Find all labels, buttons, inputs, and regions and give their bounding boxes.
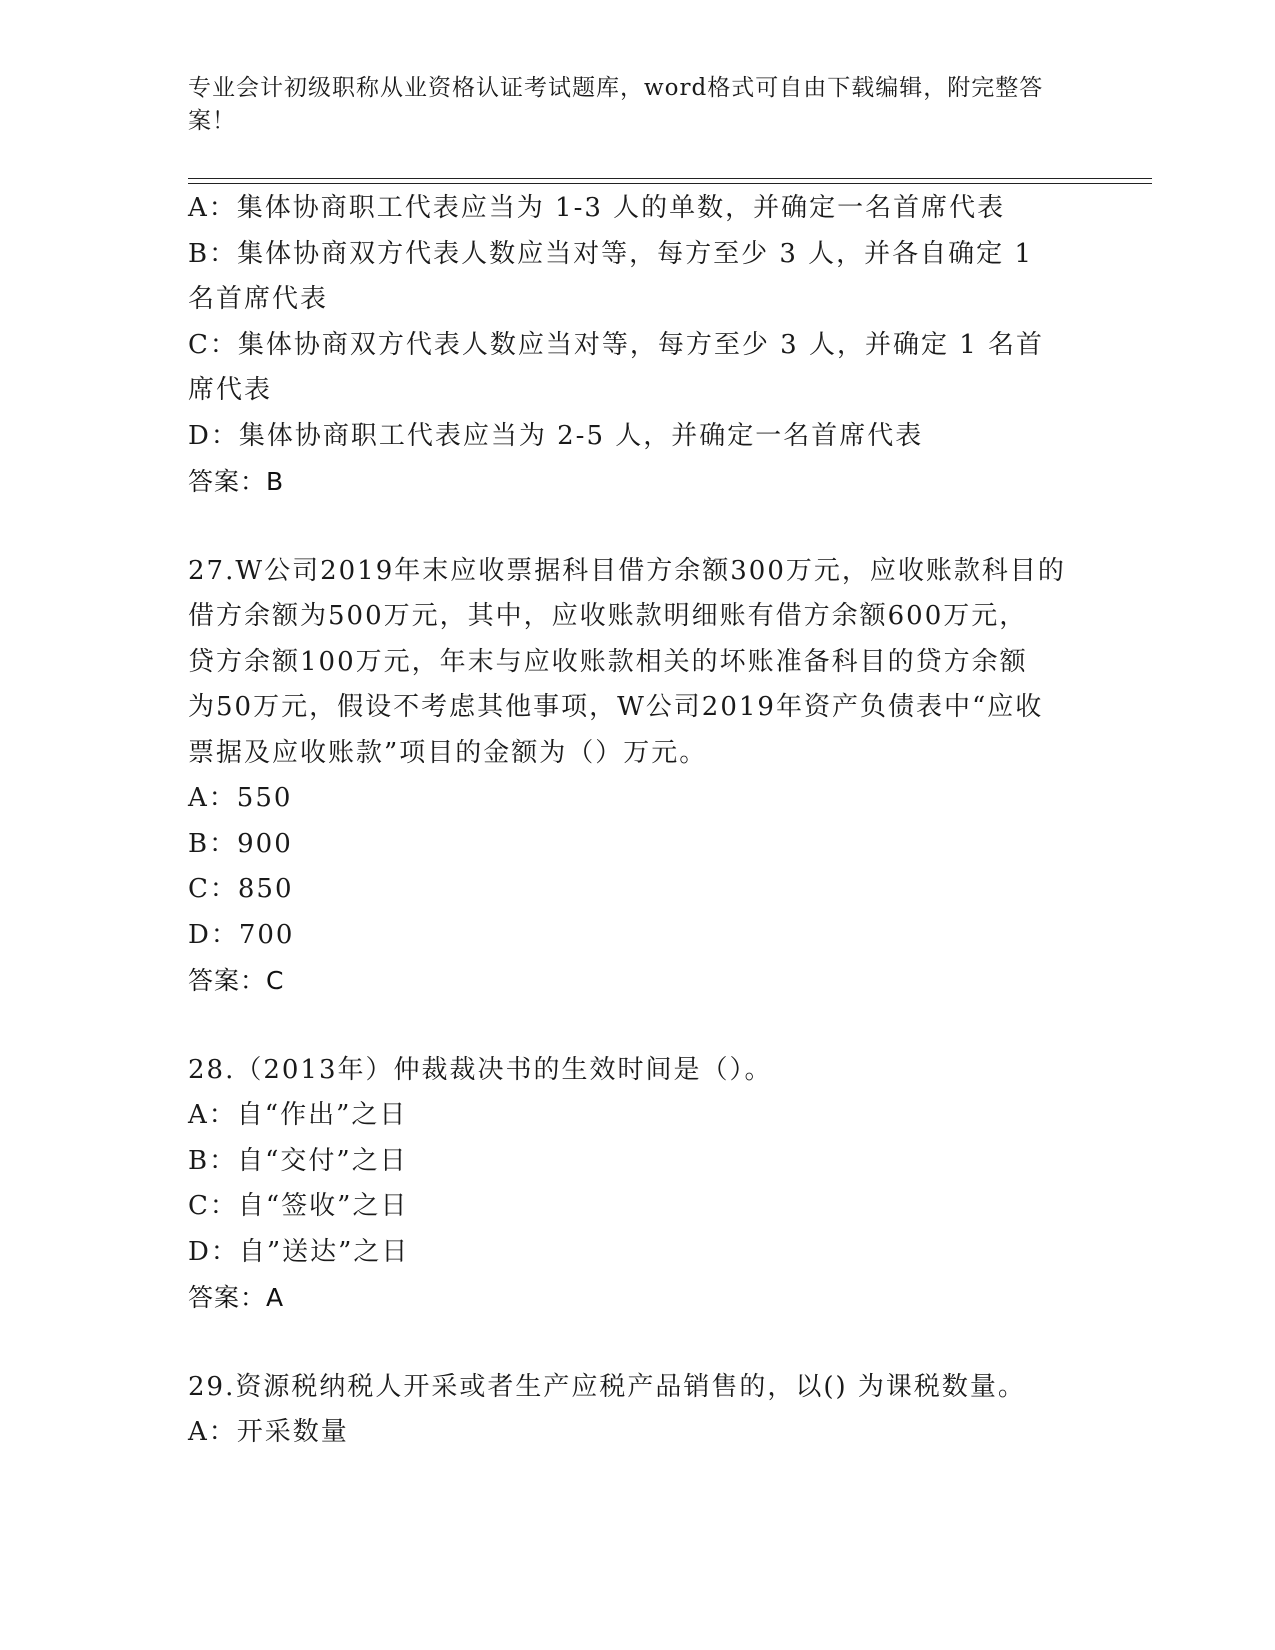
question-stem-line: 贷方余额100万元，年末与应收账款相关的坏账准备科目的贷方余额 — [188, 646, 1028, 677]
answer: 答案：A — [188, 1283, 285, 1312]
question-stem-line: 借方余额为500万元，其中，应收账款明细账有借方余额600万元， — [188, 601, 1028, 631]
question-stem-line: 票据及应收账款”项目的金额为（）万元。 — [188, 737, 708, 768]
option-b: B：900 — [188, 828, 293, 859]
question-28 — [188, 1048, 1088, 1321]
option-b: B：自“交付”之日 — [188, 1145, 408, 1176]
question-stem-line: 为50万元，假设不考虑其他事项，W公司2019年资产负债表中“应收 — [188, 692, 1044, 722]
option-c-continued: 席代表 — [188, 375, 273, 405]
question-stem: 29.资源税纳税人开采或者生产应税产品销售的，以() 为课税数量。 — [188, 1371, 1026, 1402]
question-stem-line: 27.W公司2019年末应收票据科目借方余额300万元，应收账款科目的 — [188, 555, 1066, 586]
option-c: C：自“签收”之日 — [188, 1191, 409, 1221]
question-27 — [188, 549, 1088, 1004]
option-a: A：550 — [188, 783, 293, 813]
option-d: D：集体协商职工代表应当为 2-5 人，并确定一名首席代表 — [188, 420, 924, 451]
option-c: C：850 — [188, 874, 294, 904]
answer: 答案：B — [188, 467, 285, 496]
option-c: C：集体协商双方代表人数应当对等，每方至少 3 人，并确定 1 名首 — [188, 329, 1045, 360]
header-rule-bottom — [188, 183, 1152, 184]
page-header — [188, 72, 1068, 138]
header-line-1: 专业会计初级职称从业资格认证考试题库，word格式可自由下载编辑，附完整答 — [188, 75, 1044, 101]
option-a: A：开采数量 — [188, 1417, 349, 1447]
option-d: D：700 — [188, 919, 295, 950]
header-rule-top — [188, 178, 1152, 179]
question-26 — [188, 186, 1088, 505]
option-b: B：集体协商双方代表人数应当对等，每方至少 3 人，并各自确定 1 — [188, 238, 1033, 269]
answer: 答案：C — [188, 966, 285, 995]
option-a: A：集体协商职工代表应当为 1-3 人的单数，并确定一名首席代表 — [188, 193, 1006, 223]
header-line-2: 案！ — [188, 108, 236, 134]
question-29 — [188, 1365, 1088, 1456]
option-d: D：自”送达”之日 — [188, 1236, 410, 1267]
spacer — [188, 505, 1088, 549]
question-stem: 28.（2013年）仲裁裁决书的生效时间是（）。 — [188, 1054, 773, 1085]
spacer — [188, 1321, 1088, 1365]
option-b-continued: 名首席代表 — [188, 284, 329, 314]
question-content — [188, 186, 1088, 1456]
spacer — [188, 1004, 1088, 1048]
option-a: A：自“作出”之日 — [188, 1100, 408, 1130]
